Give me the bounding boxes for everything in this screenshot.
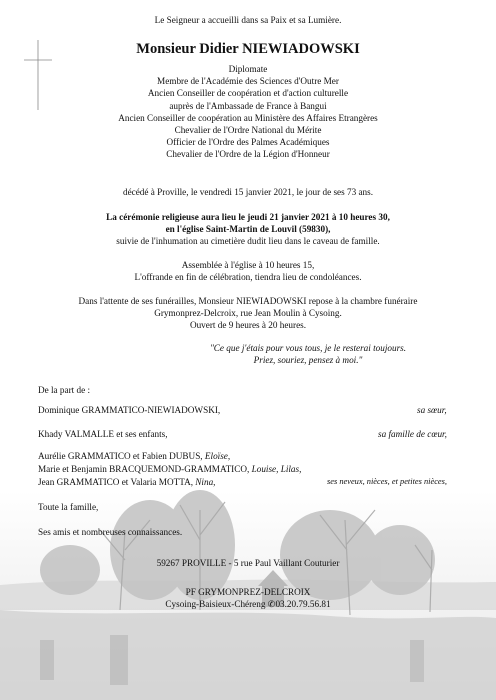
funeral-home-name: PF GRYMONPREZ-DELCROIX bbox=[185, 587, 311, 597]
family-row-1-relation: sa sœur, bbox=[417, 405, 447, 415]
family-row-2-name: Khady VALMALLE et ses enfants, bbox=[38, 429, 168, 439]
quote-line-1: "Ce que j'étais pour vous tous, je le resterai toujours. bbox=[209, 343, 407, 353]
family-row-5-name: Jean GRAMMATICO et Valaria MOTTA, bbox=[38, 477, 193, 487]
title-line: Officier de l'Ordre des Palmes Académiques bbox=[166, 137, 330, 148]
family-row-2-relation: sa famille de cœur, bbox=[378, 429, 447, 439]
death-notice: décédé à Proville, le vendredi 15 janvier 2021, le jour de ses 73 ans. bbox=[122, 187, 374, 197]
title-line: Diplomate bbox=[228, 64, 268, 74]
title-line: Chevalier de l'Ordre de la Légion d'Honneur bbox=[166, 149, 330, 160]
family-row-3-name: Aurélie GRAMMATICO et Fabien DUBUS, bbox=[38, 451, 203, 461]
family-row-3 bbox=[38, 450, 230, 462]
quote-line-2: Priez, souriez, pensez à moi." bbox=[253, 355, 363, 365]
family-row-5-child: Nina, bbox=[195, 477, 216, 487]
title-line: Chevalier de l'Ordre National du Mérite bbox=[174, 124, 322, 135]
all-family: Toute la famille, bbox=[38, 502, 99, 512]
title-line: auprès de l'Ambassade de France à Bangui bbox=[169, 100, 327, 111]
title-line: Ancien Conseiller de coopération au Ministère des Affaires Etrangères bbox=[118, 112, 378, 123]
ceremony-line-1: La cérémonie religieuse aura lieu le jeudi 21 janvier 2021 à 10 heures 30, bbox=[106, 212, 390, 222]
family-intro: De la part de : bbox=[38, 385, 91, 395]
assembly-line-2: L'offrande en fin de célébration, tiendra lieu de condoléances. bbox=[134, 272, 362, 282]
family-row-5 bbox=[38, 476, 215, 488]
rest-line-2: Grymonprez-Delcroix, rue Jean Moulin à Cysoing. bbox=[154, 308, 342, 318]
title-line: Ancien Conseiller de coopération et d'action culturelle bbox=[147, 88, 349, 99]
home-address: 59267 PROVILLE - 5 rue Paul Vaillant Couturier bbox=[156, 558, 340, 568]
title-line: Membre de l'Académie des Sciences d'Outre Mer bbox=[157, 76, 339, 87]
friends: Ses amis et nombreuses connaissances. bbox=[38, 527, 183, 537]
rest-line-3: Ouvert de 9 heures à 20 heures. bbox=[189, 320, 307, 330]
epigraph: Le Seigneur a accueilli dans sa Paix et sa Lumière. bbox=[154, 15, 342, 25]
family-row-1-name: Dominique GRAMMATICO-NIEWIADOWSKI, bbox=[38, 405, 221, 415]
deceased-titles bbox=[0, 63, 496, 161]
family-row-4-child: Louise, Lilas, bbox=[251, 464, 302, 474]
assembly-line-1: Assemblée à l'église à 10 heures 15, bbox=[181, 260, 315, 270]
ceremony-line-3: suivie de l'inhumation au cimetière dudit lieu dans le caveau de famille. bbox=[116, 236, 380, 246]
rest-line-1: Dans l'attente de ses funérailles, Monsieur NIEWIADOWSKI repose à la chambre funéraire bbox=[78, 296, 418, 306]
family-row-4 bbox=[38, 463, 301, 475]
ceremony-line-2: en l'église Saint-Martin de Louvil (59830), bbox=[165, 224, 331, 234]
family-row-3-child: Eloïse, bbox=[204, 451, 231, 461]
family-row-5-relation: ses neveux, nièces, et petites nièces, bbox=[327, 477, 447, 486]
deceased-name: Monsieur Didier NIEWIADOWSKI bbox=[136, 41, 360, 57]
family-row-4-name: Marie et Benjamin BRACQUEMOND-GRAMMATICO, bbox=[38, 464, 250, 474]
funeral-home-contact: Cysoing-Baisieux-Chéreng ✆03.20.79.56.81 bbox=[165, 599, 331, 609]
